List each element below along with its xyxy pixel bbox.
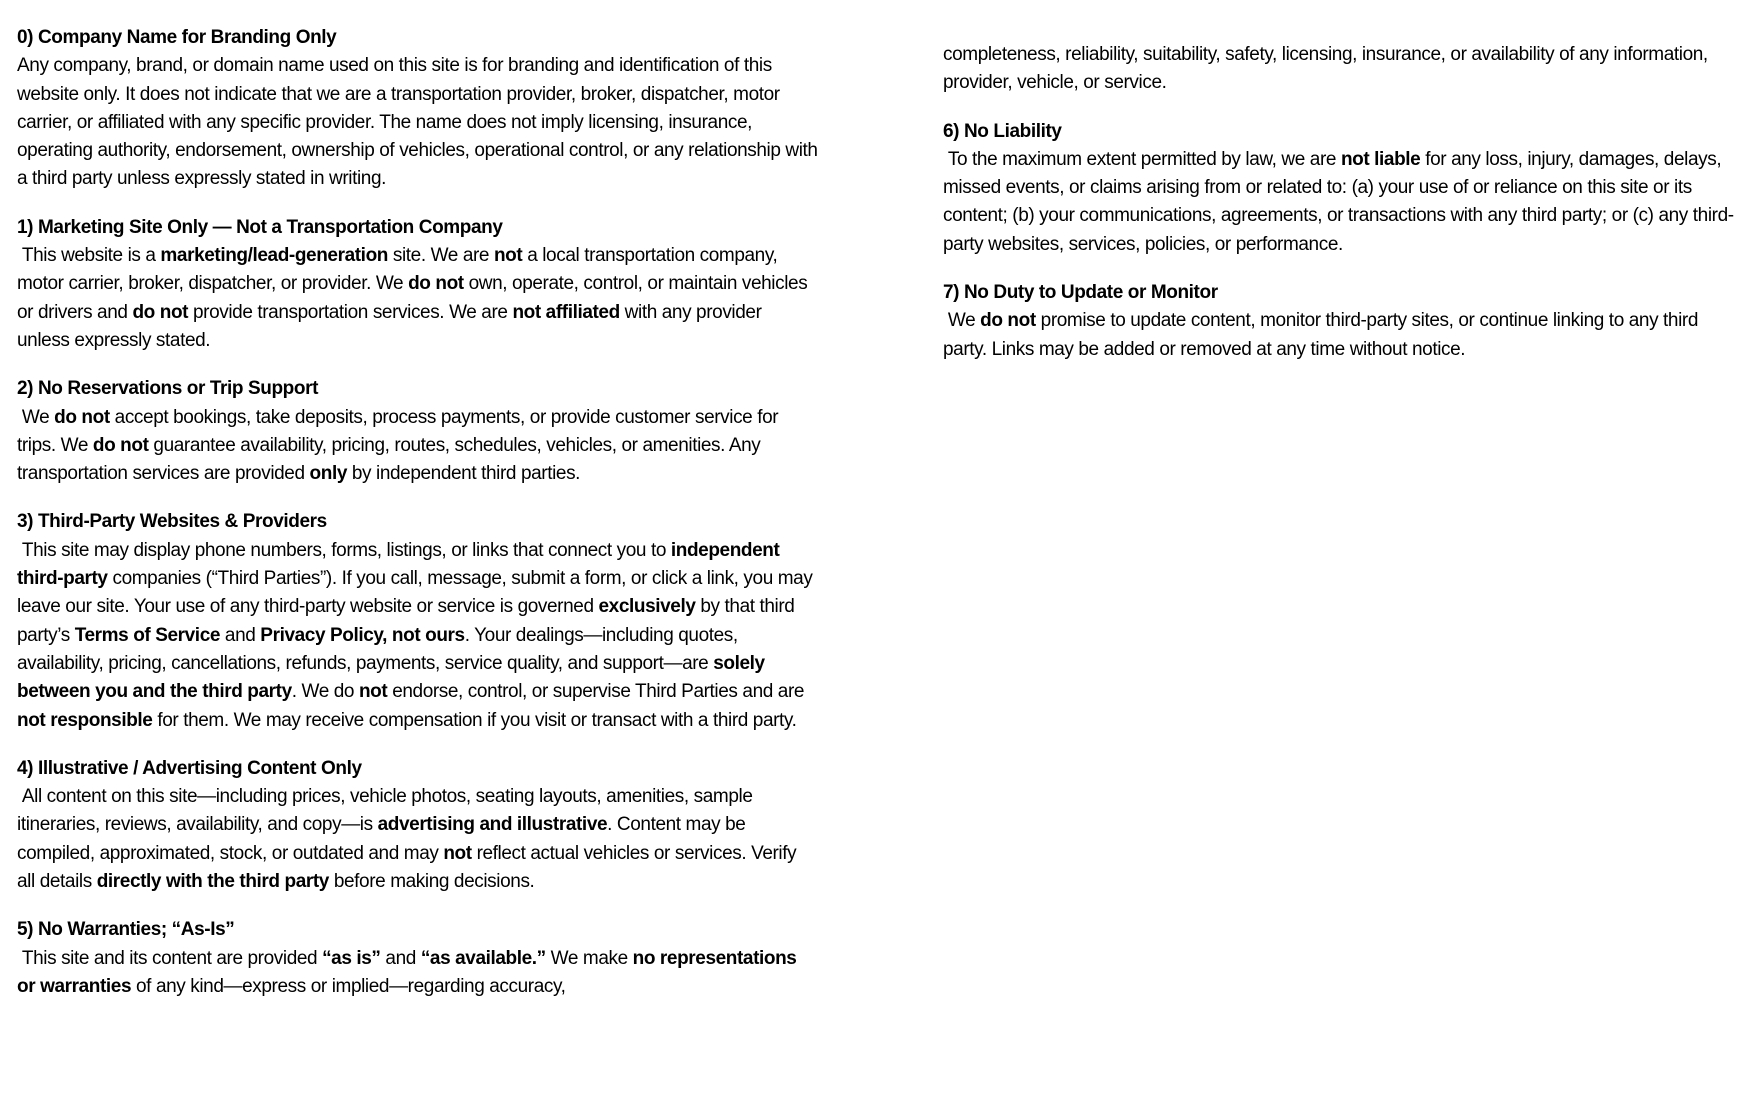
bold-text-run: exclusively: [598, 596, 696, 618]
bold-text-run: do not: [132, 301, 189, 323]
text-run: reflect actual vehicles or services. Verify all details: [17, 842, 802, 893]
text-run: provide transportation services. We are: [188, 301, 513, 323]
text-run: completeness, reliability, suitability, safety, licensing, insurance, or availability of any information, provider, vehicle, or service.: [943, 44, 1713, 94]
disclaimer-section: [17, 375, 818, 488]
bold-text-run: not: [443, 842, 472, 864]
text-run: and: [380, 947, 421, 969]
section-heading: 7) No Duty to Update or Monitor: [943, 282, 1218, 304]
text-run: . Content may be compiled, approximated, stock, or outdated and may: [17, 814, 751, 864]
text-run: This site may display phone numbers, forms, listings, or links that connect you to: [17, 539, 671, 561]
bold-text-run: not: [493, 245, 523, 267]
section-heading: 2) No Reservations or Trip Support: [17, 378, 319, 400]
continued-paragraph: [943, 41, 1744, 98]
text-run: . Your dealings—including quotes, availability, pricing, cancellations, refunds, payments, service quality, and support—are: [17, 624, 743, 674]
bold-text-run: directly with the third party: [96, 871, 329, 893]
disclaimer-section: [17, 916, 818, 1001]
text-run: of any kind—express or implied—regarding accuracy,: [131, 975, 566, 997]
bold-text-run: no representations or warranties: [17, 947, 802, 997]
text-run: for any loss, injury, damages, delays, missed events, or claims arising from or related to: (a) your use of or reliance on this site or its content; (b) your communications, agreements, or transactions with any third party; or (c) any third-party websites, services, policies, or performance.: [943, 148, 1734, 255]
left-column: [17, 24, 823, 1021]
bold-text-run: marketing/lead-generation: [160, 245, 388, 267]
section-heading: 3) Third-Party Websites & Providers: [17, 511, 327, 533]
text-run: Any company, brand, or domain name used on this site is for branding and identification of this website only. It does not indicate that we are a transportation provider, broker, dispatcher, motor carrier, or affiliated with any specific provider. The name does not imply licensing, insurance, operating authority, endorsement, ownership of vehicles, operational control, or any relationship with a third party unless expressly stated in writing.: [17, 55, 823, 190]
bold-text-run: do not: [92, 434, 149, 456]
disclaimer-section: [943, 41, 1744, 98]
section-paragraph: [943, 307, 1744, 364]
text-run: with any provider unless expressly stated.: [17, 301, 767, 351]
text-run: a local transportation company, motor carrier, broker, dispatcher, or provider. We: [17, 245, 783, 295]
section-paragraph: [17, 537, 818, 735]
section-paragraph: [17, 52, 823, 193]
text-run: We make: [545, 947, 633, 969]
disclaimer-section: [17, 755, 818, 896]
disclaimer-section: [17, 508, 818, 734]
section-heading: 5) No Warranties; “As-Is”: [17, 919, 235, 941]
bold-text-run: do not: [54, 406, 110, 428]
text-run: site. We are: [387, 245, 494, 267]
text-run: and: [220, 624, 261, 646]
text-run: own, operate, control, or maintain vehicles or drivers and: [17, 273, 813, 323]
bold-text-run: “as is”: [322, 947, 381, 969]
text-run: before making decisions.: [328, 871, 535, 893]
text-run: This website is a: [17, 245, 161, 267]
section-paragraph: [943, 146, 1744, 259]
bold-text-run: only: [309, 463, 347, 485]
disclaimer-section: [943, 118, 1744, 259]
section-paragraph: [17, 783, 818, 896]
text-run: We: [943, 310, 981, 332]
bold-text-run: “as available.”: [420, 947, 546, 969]
bold-text-run: Privacy Policy, not ours: [260, 624, 465, 646]
text-run: All content on this site—including prices, vehicle photos, seating layouts, amenities, sample itineraries, reviews, availability, and copy—is: [17, 786, 758, 836]
section-heading: 4) Illustrative / Advertising Content Only: [17, 757, 362, 779]
bold-text-run: not responsible: [17, 709, 153, 731]
disclaimer-section: [17, 24, 823, 194]
text-run: We: [17, 406, 55, 428]
bold-text-run: advertising and illustrative: [377, 814, 608, 836]
text-run: by that third party’s: [17, 596, 800, 646]
bold-text-run: solely between you and the third party: [17, 652, 770, 703]
bold-text-run: Terms of Service: [74, 624, 221, 646]
text-run: by independent third parties.: [347, 463, 581, 485]
text-run: This site and its content are provided: [17, 947, 323, 969]
text-run: endorse, control, or supervise Third Parties and are: [387, 681, 809, 703]
section-paragraph: [17, 404, 818, 489]
text-run: . We do: [291, 681, 359, 703]
right-column: [943, 24, 1744, 1021]
bold-text-run: independent third-party: [17, 539, 785, 590]
text-run: guarantee availability, pricing, routes, schedules, vehicles, or amenities. Any transportation services are provided: [17, 434, 766, 485]
bold-text-run: not: [358, 681, 388, 703]
disclaimer-section: [943, 279, 1744, 364]
text-run: for them. We may receive compensation if you visit or transact with a third party.: [152, 709, 797, 731]
section-heading: 1) Marketing Site Only — Not a Transportation Company: [17, 216, 503, 238]
bold-text-run: not liable: [1340, 148, 1421, 170]
section-paragraph: [17, 945, 818, 1002]
section-paragraph: [17, 242, 818, 355]
text-run: To the maximum extent permitted by law, we are: [943, 148, 1341, 170]
section-heading: 0) Company Name for Branding Only: [17, 27, 337, 48]
text-run: accept bookings, take deposits, process payments, or provide customer service for trips. We: [17, 406, 784, 456]
bold-text-run: do not: [980, 310, 1036, 332]
text-run: companies (“Third Parties”). If you call, message, submit a form, or click a link, you may leave our site. Your use of any third-party website or service is governed: [17, 568, 818, 618]
text-run: promise to update content, monitor third-party sites, or continue linking to any third party. Links may be added or removed at any time without notice.: [943, 310, 1703, 360]
bold-text-run: not affiliated: [512, 301, 620, 323]
disclaimer-section: [17, 214, 818, 355]
bold-text-run: do not: [408, 273, 464, 295]
section-heading: 6) No Liability: [943, 120, 1062, 142]
